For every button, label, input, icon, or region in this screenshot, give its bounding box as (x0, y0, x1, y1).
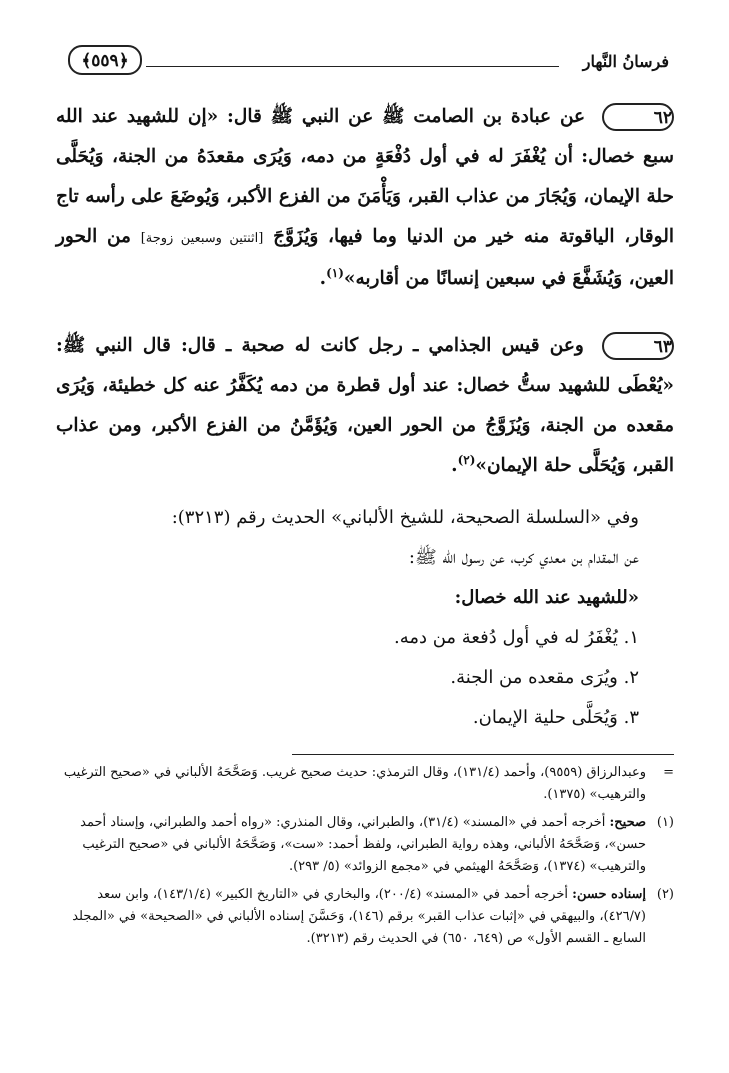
header-rule (146, 66, 559, 67)
list-item: ١. يُغْفَرُ له في أول دُفعة من دمه. (393, 627, 639, 648)
footnote-text: أخرجه أحمد في «المسند» (٣١/٤)، والطبراني، وقال المنذري: «رواه أحمد والطبراني، وإسناد أحمد حسن»، وَصَحَّحَهُ الألباني، وهذه رواية الطبراني، ولفظ أحمد: «ست»، وَصَحَّحَهُ الألباني في «صحيح الترغيب والترهيب» (١٣٧٤)، وَصَحَّحَهُ الهيثمي في «مجمع الزوائد» (٥/ ٢٩٣). (80, 815, 646, 874)
footnote-label: إسناده حسن: (572, 887, 646, 902)
hadith-text: وعن قيس الجذامي ـ رجل كانت له صحبة ـ قال: قال النبي ﷺ: «يُعْطَى للشهيد ستُّ خصال: عند أول قطرة من دمه يُكَفَّرُ عنه كل خطيئة، وَيُرَى مقعده من الجنة، وَيُزَوَّجُ من الحور العين، وَيُؤَمَّنُ من الفزع الأكبر، ومن عذاب القبر، وَيُحَلَّى حلة الإيمان» (56, 335, 674, 476)
footnote-mark: (١) (656, 815, 674, 830)
footnote-rule (292, 754, 674, 755)
hadith-number-badge: ٦٣ (602, 332, 674, 360)
bracket-note: [اثنتين وسبعين زوجة] (140, 231, 264, 246)
page-number: ﴿٥٥٩﴾ (68, 45, 142, 75)
footnote (54, 812, 674, 878)
footnote-mark: (٢) (656, 887, 674, 902)
citation-heading: «للشهيد عند الله خصال: (454, 587, 639, 608)
hadith-text-end: من الحور العين، وَيُشَفَّعَ في سبعين إنسانًا من أقاربه» (56, 226, 674, 289)
footnote-text: وعبدالرزاق (٩٥٥٩)، وأحمد (١٣١/٤)، وقال الترمذي: حديث صحيح غريب. وَصَحَّحَهُ الألباني في «صحيح الترغيب والترهيب» (١٣٧٥). (63, 765, 646, 802)
footnote-label: صحيح: (609, 815, 646, 830)
footnote (54, 762, 674, 806)
hadith-number-badge: ٦٢ (602, 103, 674, 131)
running-title: فرسانُ النَّهار (582, 52, 669, 71)
citation-intro: وفي «السلسلة الصحيحة، للشيخ الألباني» الحديث رقم (٣٢١٣): (171, 507, 639, 528)
footnote-ref: (١) (326, 265, 344, 280)
footnote (54, 884, 674, 950)
list-item: ٣. وَيُحَلَّى حلية الإيمان. (472, 707, 639, 728)
citation-narrator: عن المقدام بن معدي كرب، عن رسول الله ﷺ: (408, 547, 639, 568)
footnotes (54, 762, 674, 956)
footnote-ref: (٢) (457, 452, 476, 467)
citation-block (79, 498, 639, 738)
list-item: ٢. ويُرَى مقعده من الجنة. (450, 667, 639, 688)
footnote-text: أخرجه أحمد في «المسند» (٢٠٠/٤)، والبخاري في «التاريخ الكبير» (١٤٣/١/٤)، وابن سعد (٤٢٦/٧)، والبيهقي في «إثبات عذاب القبر» برقم (١٤٦)، وَحَسَّنَ إسناده الألباني في «الصحيحة» في «المجلد السابع ـ القسم الأول» ص (٦٤٩، ٦٥٠) في الحديث رقم (٣٢١٣). (72, 887, 646, 946)
hadith-text: عن عبادة بن الصامت ﷺ عن النبي ﷺ قال: «إن للشهيد عند الله سبع خصال: أن يُغْفَرَ له في أول دُفْعَةٍ من دمه، وَيُرَى مقعدَهُ من الجنة، وَيُحَلَّى حلة الإيمان، وَيُجَارَ من عذاب القبر، وَيَأْمَنَ من الفزع الأكبر، وَيُوضَعَ على رأسه تاج الوقار، الياقوتة منه خير من الدنيا وما فيها، وَيُزَوَّجَ (56, 106, 674, 247)
hadith-62: ٦٢ عن عبادة بن الصامت ﷺ عن النبي ﷺ قال: «إن للشهيد عند الله سبع خصال: أن يُغْفَرَ له في أول دُفْعَةٍ من دمه، وَيُرَى مقعدَهُ من الجنة، وَيُحَلَّى حلة الإيمان، وَيُجَارَ من عذاب القبر، وَيَأْمَنَ من الفزع الأكبر، وَيُوضَعَ على رأسه تاج الوقار، الياقوتة منه خير من الدنيا وما فيها، وَيُزَوَّجَ [اثنتين وسبعين زوجة] من الحور العين، وَيُشَفَّعَ في سبعين إنسانًا من أقاربه»$^{(١)}$. (56, 97, 674, 299)
footnote-mark: = (663, 765, 674, 780)
hadith-63: ٦٣ وعن قيس الجذامي ـ رجل كانت له صحبة ـ قال: قال النبي ﷺ: «يُعْطَى للشهيد ستُّ خصال: عند أول قطرة من دمه يُكَفَّرُ عنه كل خطيئة، وَيُرَى مقعده من الجنة، وَيُزَوَّجُ من الحور العين، وَيُؤَمَّنُ من الفزع الأكبر، ومن عذاب القبر، وَيُحَلَّى حلة الإيمان»$^{(٢)}$. (56, 326, 674, 486)
